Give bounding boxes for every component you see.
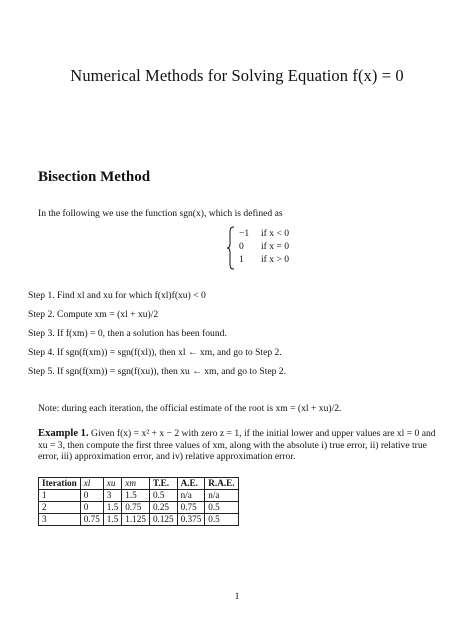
sgn-case-condition: if x = 0 [261,241,290,252]
table-header-cell: xu [103,478,121,490]
example-text: Given f(x) = x² + x − 2 with zero z = 1, if the initial lower and upper values are xl = 0 and xu = 3, then compute the first three values of xm, along with the absolute i) true error, ii) relative true error, iii) approximation error, and iv) relative approximation error. [38,428,436,462]
sgn-definition [226,226,316,270]
sgn-case-condition: if x > 0 [261,254,290,265]
step-5: Step 5. If sgn(f(xm)) = sgn(f(xu)), then xu ← xm, and go to Step 2. [28,366,287,377]
table-header-cell: xm [122,478,150,490]
table-cell: 0.75 [80,514,103,526]
table-cell: 1 [39,490,81,502]
table-row [39,490,239,502]
table-cell: n/a [177,490,205,502]
left-brace-icon [226,226,236,270]
step-4: Step 4. If sgn(f(xm)) = sgn(f(xl)), then xl ← xm, and go to Step 2. [28,347,282,358]
step-2: Step 2. Compute xm = (xl + xu)/2 [28,309,159,320]
section-title: Bisection Method [38,169,151,185]
example-label: Example 1. [38,428,89,439]
example-paragraph [38,428,440,463]
table-row [39,514,239,526]
table-header-cell: A.E. [177,478,205,490]
table-header-cell: Iteration [39,478,81,490]
sgn-case-value: −1 [239,228,250,239]
table-cell: 2 [39,502,81,514]
table-cell: 0.5 [205,502,238,514]
table-header-cell: xl [80,478,103,490]
intro-paragraph: In the following we use the function sgn(x), which is defined as [38,208,283,219]
table-cell: 0.5 [205,514,238,526]
sgn-case-value: 0 [239,241,244,252]
table-header-cell: T.E. [149,478,177,490]
step-1: Step 1. Find xl and xu for which f(xl)f(xu) < 0 [28,290,206,301]
table-header-row [39,478,239,490]
table-cell: 0.375 [177,514,205,526]
table-cell: 0.75 [122,502,150,514]
page-number: 1 [234,591,240,602]
table-cell: 1.5 [103,502,121,514]
note-paragraph: Note: during each iteration, the official estimate of the root is xm = (xl + xu)/2. [38,403,342,414]
table-row [39,502,239,514]
table-cell: 0 [80,490,103,502]
table-cell: 0.75 [177,502,205,514]
table-header-cell: R.A.E. [205,478,238,490]
sgn-case-condition: if x < 0 [261,228,290,239]
table-cell: 0.25 [149,502,177,514]
iteration-table [38,477,239,526]
table-cell: 0 [80,502,103,514]
table-cell: 3 [39,514,81,526]
table-cell: 1.5 [103,514,121,526]
table-cell: 3 [103,490,121,502]
step-3: Step 3. If f(xm) = 0, then a solution has been found. [28,328,227,339]
table-cell: 1.5 [122,490,150,502]
page-title: Numerical Methods for Solving Equation f(x) = 0 [70,66,404,85]
sgn-case-row [239,254,319,267]
sgn-case-row [239,228,319,241]
table-cell: 0.5 [149,490,177,502]
table-cell: 0.125 [149,514,177,526]
sgn-case-value: 1 [239,254,244,265]
table-cell: 1.125 [122,514,150,526]
sgn-case-row [239,241,319,254]
table-cell: n/a [205,490,238,502]
